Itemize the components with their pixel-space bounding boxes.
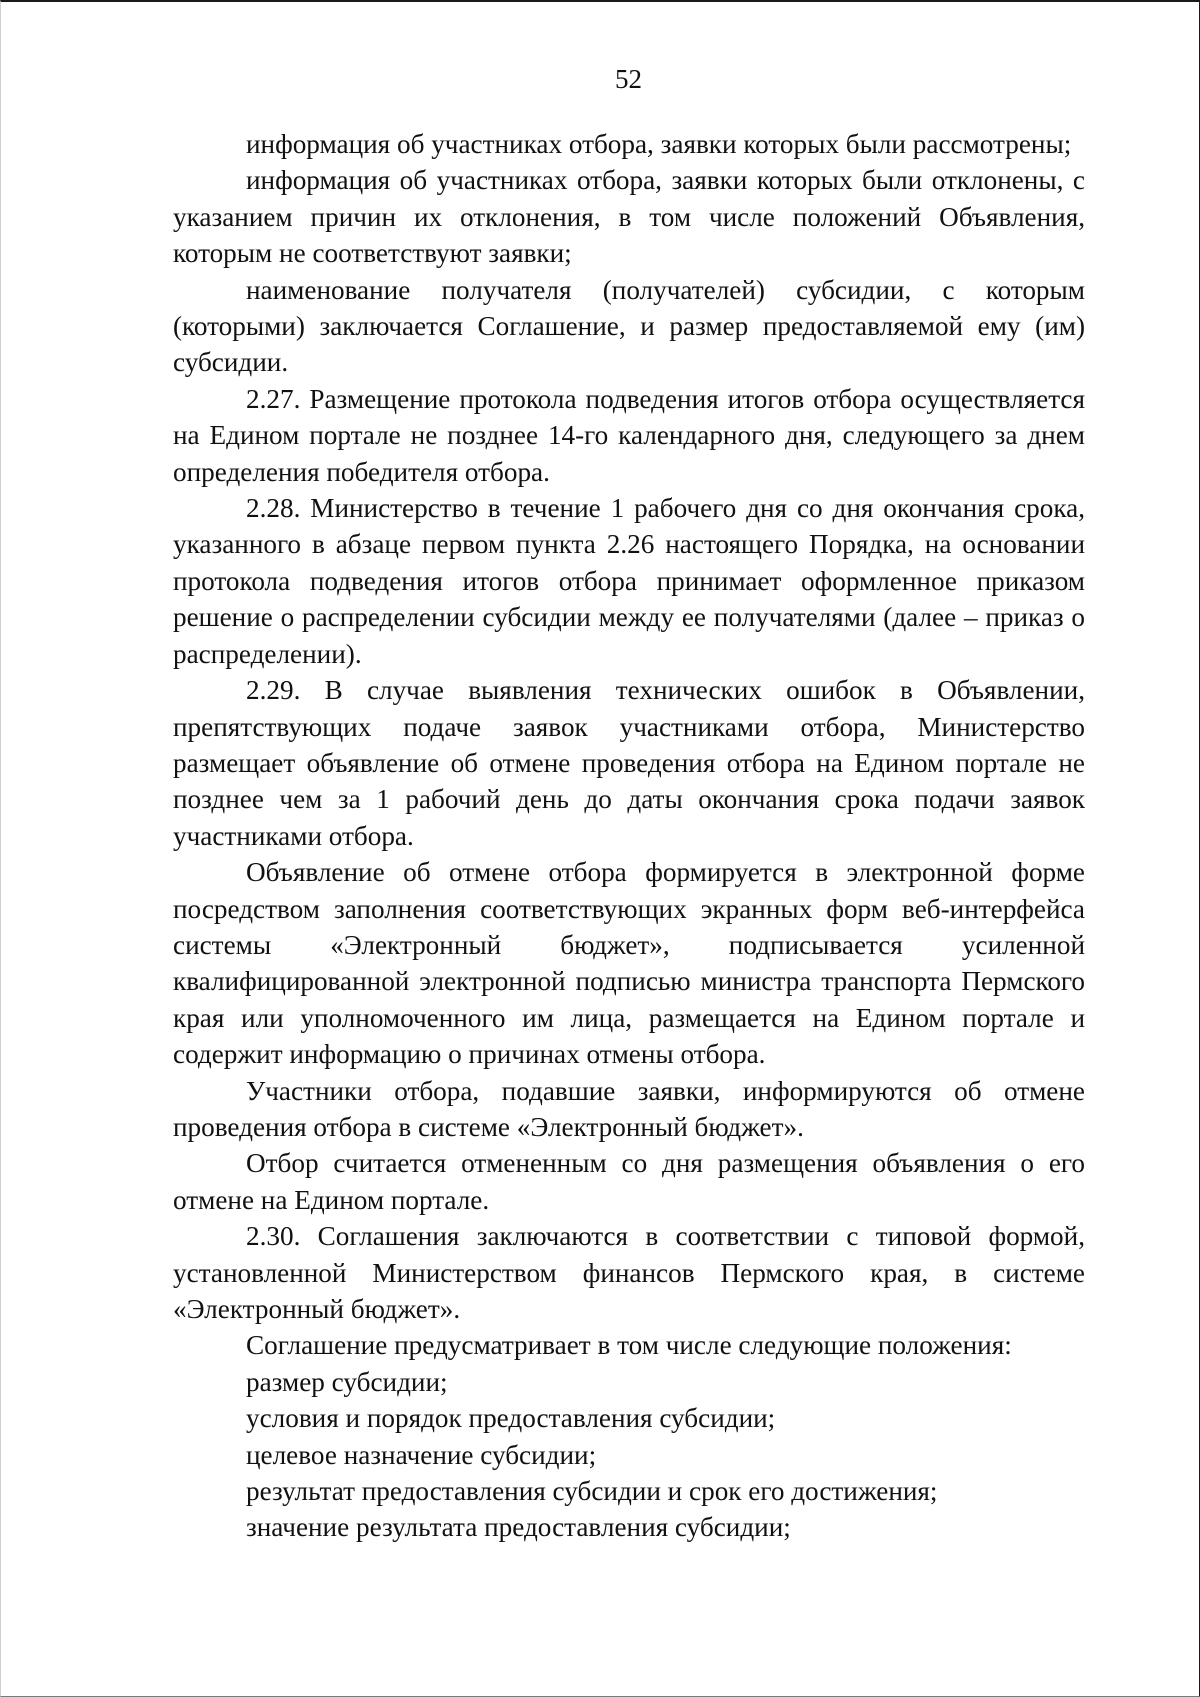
list-item-subsidy-amount: размер субсидии; (246, 1366, 448, 1397)
list-item-result-value: значение результата предоставления субсидии; (246, 1512, 791, 1543)
paragraph-2-30: 2.30. Соглашения заключаются в соответствии с типовой формой, установленной Министерством финансов Пермского края, в системе «Электронный бюджет». (173, 1221, 1085, 1324)
paragraph-agreement-provisions: Соглашение предусматривает в том числе следующие положения: (246, 1330, 1012, 1361)
paragraph-2-27: 2.27. Размещение протокола подведения итогов отбора осуществляется на Едином портале не позднее 14-го календарного дня, следующего за днем определения победителя отбора. (173, 383, 1085, 487)
paragraph-2-29: 2.29. В случае выявления технических ошибок в Объявлении, препятствующих подаче заявок участниками отбора, Министерство размещает объявление об отмене проведения отбора на Едином портале не позднее чем за 1 рабочий день до даты окончания срока подачи заявок участниками отбора. (173, 675, 1085, 851)
paragraph-cancellation-announcement: Объявление об отмене отбора формируется в электронной форме посредством заполнения соответствующих экранных форм веб-интерфейса системы «Электронный бюджет», подписывается усиленной квалифицированной электронной подписью министра транспорта Пермского края или уполномоченного им лица, размещается на Едином портале и содержит информацию о причинах отмены отбора. (173, 857, 1085, 1070)
paragraph-rejected-participants: информация об участниках отбора, заявки которых были отклонены, с указанием причин их отклонения, в том числе положений Объявления, которым не соответствуют заявки; (173, 165, 1085, 269)
document-body (173, 126, 1085, 1546)
page-number: 52 (615, 64, 642, 94)
paragraph-reviewed-participants: информация об участниках отбора, заявки которых были рассмотрены; (246, 129, 1072, 159)
paragraph-2-28: 2.28. Министерство в течение 1 рабочего дня со дня окончания срока, указанного в абзаце первом пункта 2.26 настоящего Порядка, на основании протокола подведения итогов отбора принимает оформленное приказом решение о распределении субсидии между ее получателями (далее – приказ о распределении). (173, 493, 1085, 669)
list-item-purpose: целевое назначение субсидии; (246, 1439, 597, 1470)
list-item-result-deadline: результат предоставления субсидии и срок его достижения; (246, 1476, 938, 1507)
paragraph-participants-informed: Участники отбора, подавшие заявки, информируются об отмене проведения отбора в системе «Электронный бюджет». (173, 1075, 1085, 1142)
list-item-conditions: условия и порядок предоставления субсидии; (246, 1403, 776, 1434)
paragraph-recipient-name: наименование получателя (получателей) субсидии, с которым (которыми) заключается Соглашение, и размер предоставляемой ему (им) субсидии. (173, 274, 1085, 378)
paragraph-selection-cancelled: Отбор считается отмененным со дня размещения объявления о его отмене на Едином портале. (173, 1148, 1085, 1215)
